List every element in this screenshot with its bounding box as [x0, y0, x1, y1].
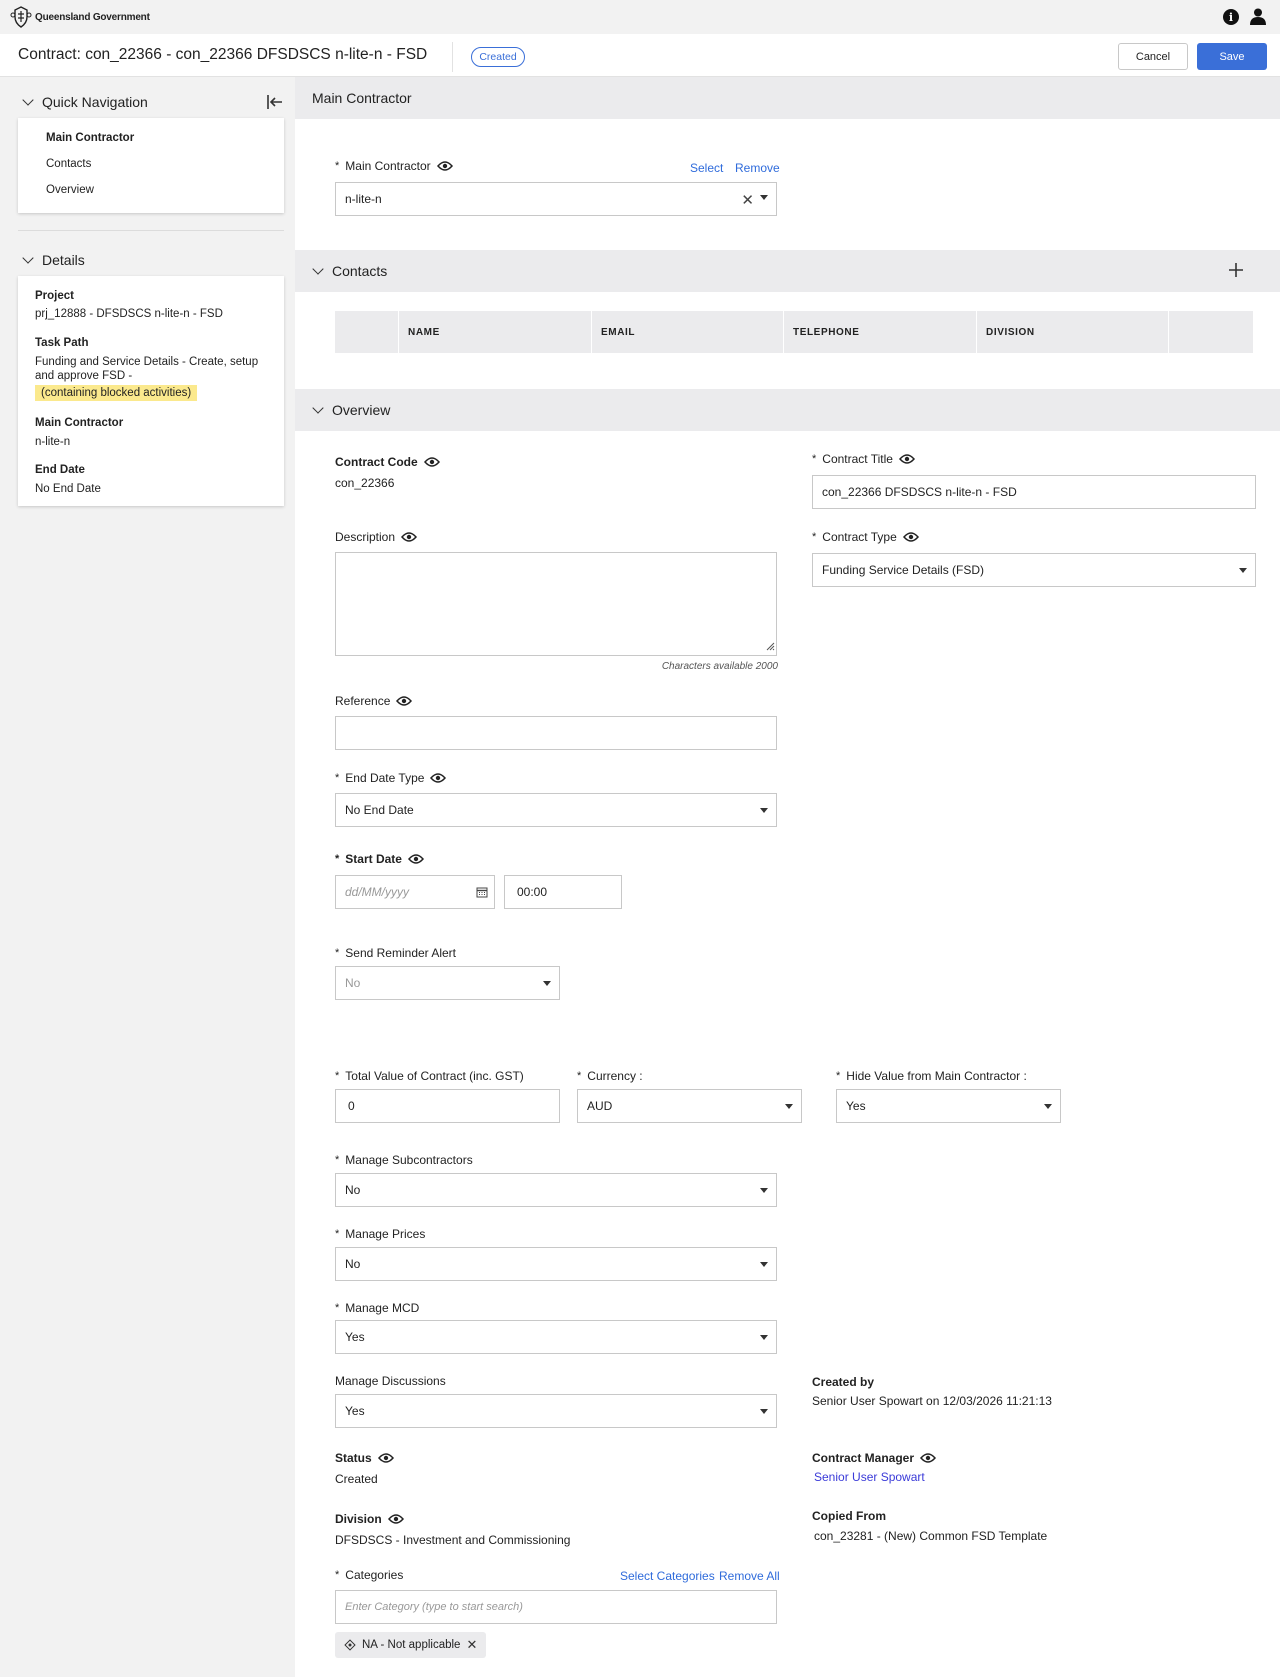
add-contact-icon[interactable] [1228, 262, 1244, 278]
eye-icon[interactable] [903, 532, 919, 542]
status-label: Status [335, 1451, 394, 1465]
division-value: DFSDSCS - Investment and Commissioning [335, 1533, 571, 1547]
manage-mcd-label: * Manage MCD [335, 1301, 420, 1315]
created-by-value: Senior User Spowart on 12/03/2026 11:21:13 [812, 1394, 1052, 1408]
category-chip [335, 1632, 486, 1658]
eye-icon[interactable] [388, 1514, 404, 1524]
main-contractor-select-value: n-lite-n [345, 192, 382, 206]
quick-nav-item-main-contractor[interactable]: Main Contractor [46, 132, 135, 144]
contract-type-label: * Contract Type [812, 530, 919, 544]
reminder-alert-select[interactable]: No [335, 966, 560, 1000]
end-date-type-label: * End Date Type [335, 771, 446, 785]
chevron-down-icon [543, 981, 551, 986]
eye-icon[interactable] [430, 773, 446, 783]
task-path-line1: Funding and Service Details - Create, setup [35, 356, 259, 368]
chevron-down-icon [22, 94, 33, 105]
header-divider [452, 42, 453, 72]
main-contractor-value: n-lite-n [35, 436, 71, 448]
select-contractor-link[interactable]: Select [690, 161, 724, 175]
contract-title-label: * Contract Title [812, 452, 915, 466]
eye-icon[interactable] [899, 454, 915, 464]
calendar-icon[interactable] [476, 886, 488, 901]
reference-input[interactable] [335, 716, 777, 750]
gov-bar [0, 0, 1280, 34]
overview-section-title: Overview [332, 402, 391, 418]
eye-icon[interactable] [408, 854, 424, 864]
chevron-down-icon [785, 1104, 793, 1109]
details-card [18, 276, 284, 506]
main-contractor-label: Main Contractor [35, 417, 124, 429]
manage-prices-label: * Manage Prices [335, 1227, 426, 1241]
total-value-label: * Total Value of Contract (inc. GST) [335, 1069, 524, 1083]
eye-icon[interactable] [396, 696, 412, 706]
currency-label: * Currency : [577, 1069, 643, 1083]
end-date-type-select[interactable]: No End Date [335, 793, 777, 827]
created-by-label: Created by [812, 1375, 875, 1389]
select-categories-link[interactable]: Select Categories [620, 1569, 715, 1583]
project-value: prj_12888 - DFSDSCS n-lite-n - FSD [35, 308, 223, 320]
details-title: Details [42, 252, 85, 268]
end-date-label: End Date [35, 464, 85, 476]
categories-search-input[interactable]: Enter Category (type to start search) [335, 1590, 777, 1624]
resize-handle-icon[interactable] [765, 640, 775, 654]
manage-subcontractors-label: * Manage Subcontractors [335, 1153, 473, 1167]
status-badge: Created [471, 47, 525, 67]
project-label: Project [35, 290, 74, 302]
clear-icon[interactable]: ✕ [741, 192, 754, 209]
task-path-label: Task Path [35, 337, 89, 349]
contract-code-value: con_22366 [335, 476, 395, 490]
quick-nav-card [18, 118, 284, 213]
chevron-down-icon [760, 1409, 768, 1414]
chevron-down-icon [312, 402, 323, 413]
copied-from-value: con_23281 - (New) Common FSD Template [814, 1529, 1048, 1543]
characters-available: Characters available 2000 [661, 661, 778, 672]
categories-label: * Categories [335, 1568, 404, 1582]
remove-contractor-link[interactable]: Remove [735, 161, 780, 175]
eye-icon[interactable] [401, 532, 417, 542]
column-telephone[interactable]: TELEPHONE [784, 311, 977, 353]
contract-type-select[interactable]: Funding Service Details (FSD) [812, 553, 1256, 587]
manage-prices-select[interactable]: No [335, 1247, 777, 1281]
manage-discussions-label: Manage Discussions [335, 1374, 446, 1388]
reference-label: Reference [335, 694, 412, 708]
quick-nav-item-overview[interactable]: Overview [46, 184, 94, 196]
chevron-down-icon [22, 252, 33, 263]
description-textarea[interactable] [335, 552, 777, 656]
hide-value-select[interactable]: Yes [836, 1089, 1061, 1123]
column-division[interactable]: DIVISION [977, 311, 1169, 353]
contract-manager-link[interactable]: Senior User Spowart [814, 1470, 925, 1484]
save-button[interactable]: Save [1197, 43, 1267, 70]
start-time-input[interactable]: 00:00 [504, 875, 622, 909]
contract-code-label: Contract Code [335, 455, 440, 469]
division-label: Division [335, 1512, 404, 1526]
remove-chip-icon[interactable]: ✕ [466, 1637, 478, 1652]
column-select [335, 311, 399, 353]
quick-nav-header[interactable] [22, 94, 148, 110]
eye-icon[interactable] [378, 1453, 394, 1463]
gov-name: Queensland Government [35, 11, 150, 23]
collapse-sidebar-icon[interactable] [266, 94, 284, 115]
chevron-down-icon [1044, 1104, 1052, 1109]
crest-icon [10, 6, 32, 28]
status-value: Created [335, 1472, 378, 1486]
chevron-down-icon [312, 263, 323, 274]
copied-from-label: Copied From [812, 1509, 886, 1523]
tag-icon [344, 1639, 356, 1651]
column-name[interactable]: NAME [399, 311, 592, 353]
chevron-down-icon [760, 1262, 768, 1267]
manage-discussions-select[interactable]: Yes [335, 1394, 777, 1428]
quick-nav-item-contacts[interactable]: Contacts [46, 158, 92, 170]
page-title: Contract: con_22366 - con_22366 DFSDSCS n-lite-n - FSD [18, 46, 428, 63]
main-contractor-field-label: * Main Contractor [335, 159, 453, 173]
manage-mcd-select[interactable]: Yes [335, 1320, 777, 1354]
chevron-down-icon [760, 808, 768, 813]
manage-subcontractors-select[interactable]: No [335, 1173, 777, 1207]
reminder-alert-label: * Send Reminder Alert [335, 946, 457, 960]
blocked-activities-note: (containing blocked activities) [35, 385, 197, 401]
total-value-input[interactable]: 0 [335, 1089, 560, 1123]
details-header[interactable] [22, 252, 85, 268]
start-date-input[interactable]: dd/MM/yyyy [335, 875, 495, 909]
chevron-down-icon [760, 195, 768, 200]
eye-icon[interactable] [424, 457, 440, 467]
contacts-section-header[interactable] [295, 250, 1280, 292]
contract-title-input[interactable]: con_22366 DFSDSCS n-lite-n - FSD [812, 475, 1256, 509]
description-label: Description [335, 530, 417, 544]
chevron-down-icon [760, 1188, 768, 1193]
remove-all-categories-link[interactable]: Remove All [719, 1569, 780, 1583]
end-date-value: No End Date [35, 483, 101, 495]
hide-value-label: * Hide Value from Main Contractor : [836, 1069, 1027, 1083]
user-icon[interactable] [1249, 7, 1267, 30]
eye-icon[interactable] [437, 161, 453, 171]
currency-select[interactable]: AUD [577, 1089, 802, 1123]
quick-nav-title: Quick Navigation [42, 94, 148, 110]
task-path-line2: and approve FSD - [35, 370, 133, 382]
sidebar-divider [18, 230, 284, 231]
contract-manager-label: Contract Manager [812, 1451, 936, 1465]
info-icon[interactable]: i [1223, 9, 1239, 25]
overview-section-header[interactable] [295, 389, 1280, 431]
eye-icon[interactable] [920, 1453, 936, 1463]
main-contractor-select[interactable] [335, 182, 777, 216]
main-contractor-section-title: Main Contractor [312, 90, 412, 106]
contacts-section-title: Contacts [332, 263, 388, 279]
gov-logo[interactable] [10, 6, 150, 28]
main-contractor-section-header [295, 77, 1280, 119]
cancel-button[interactable]: Cancel [1118, 43, 1188, 70]
column-email[interactable]: EMAIL [592, 311, 784, 353]
category-chip-label: NA - Not applicable [362, 1639, 461, 1651]
start-date-label: * Start Date [335, 852, 424, 866]
chevron-down-icon [760, 1335, 768, 1340]
chevron-down-icon [1239, 568, 1247, 573]
